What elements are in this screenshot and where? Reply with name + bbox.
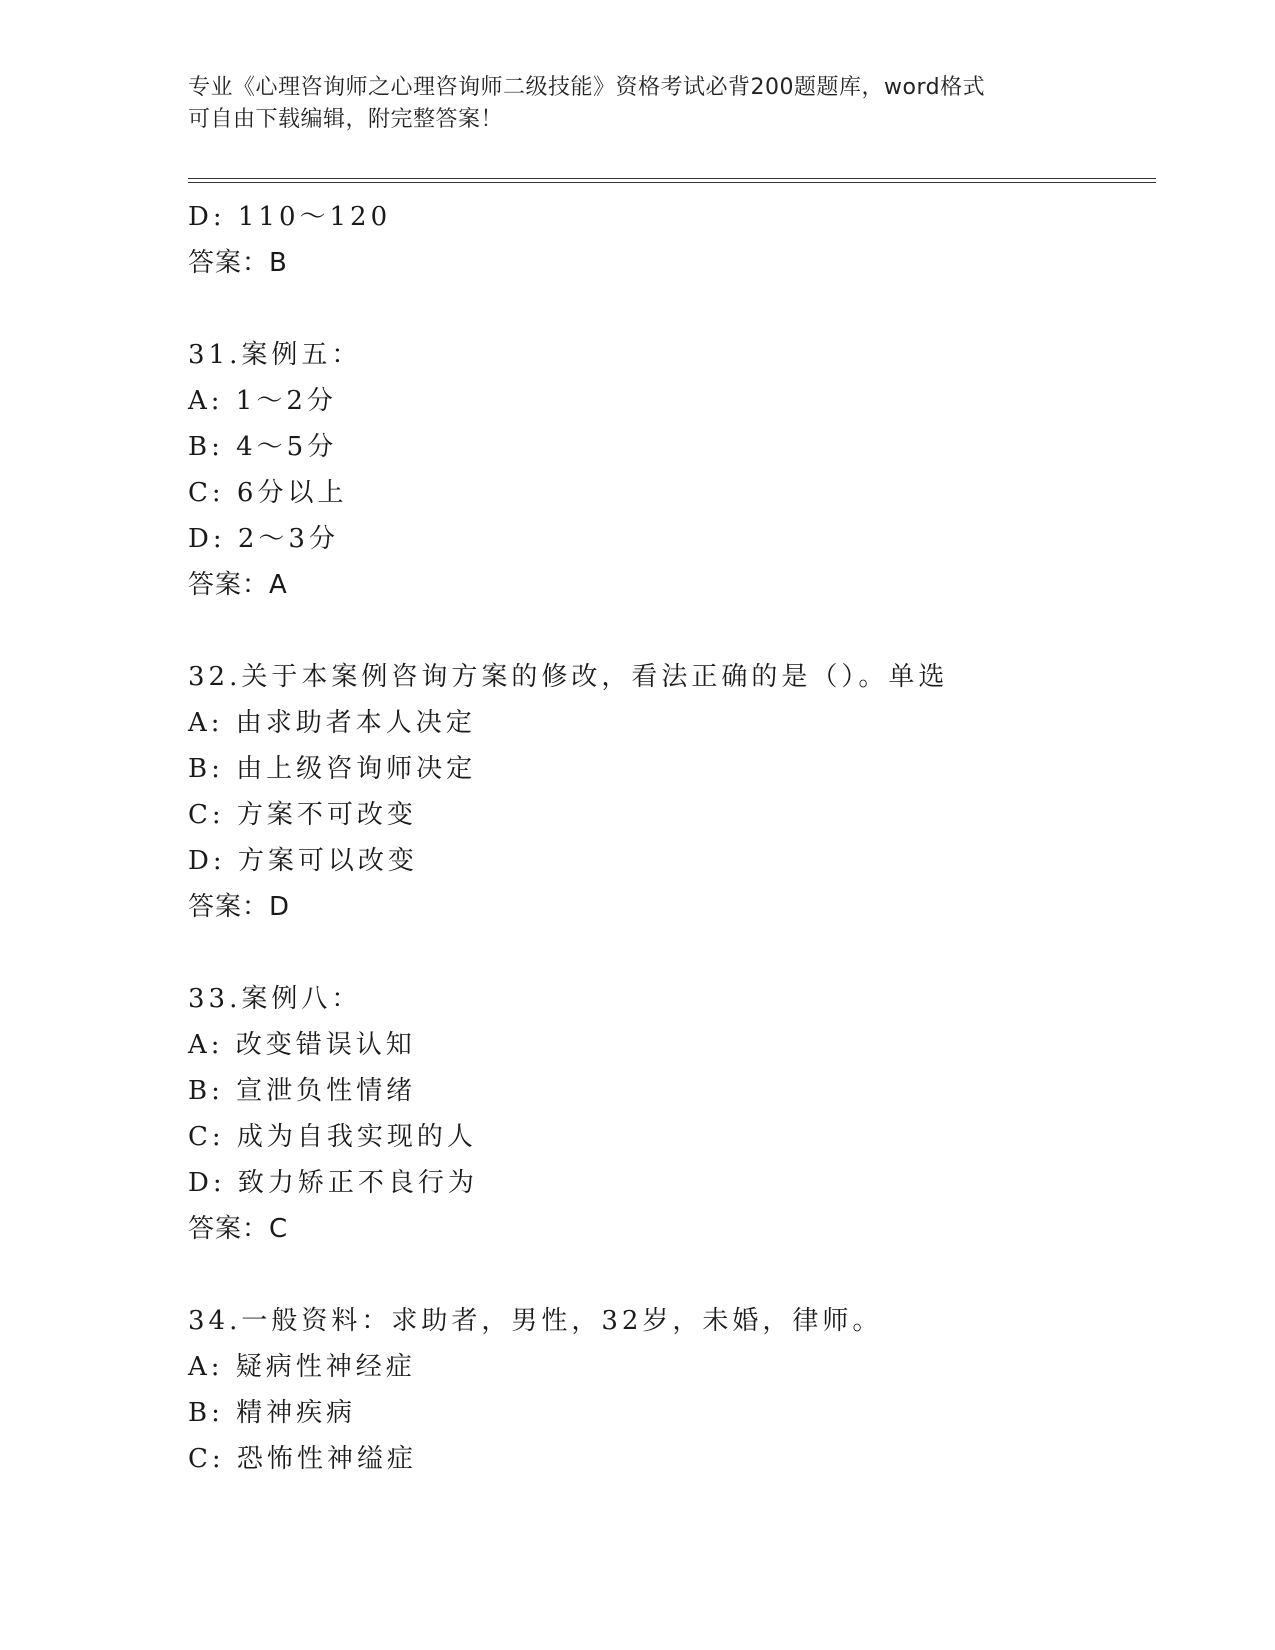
question-stem: 34.一般资料：求助者，男性，32岁，未婚，律师。 [188,1306,883,1336]
header-line-2: 可自由下载编辑，附完整答案！ [188,107,504,132]
question-34 [188,1298,1156,1482]
answer-line: 答案：A [188,570,288,600]
question-stem: 31.案例五： [188,340,362,370]
spacer [188,608,1156,654]
spacer [188,930,1156,976]
option-d: D: 110～120 [188,202,392,232]
option-a: A: 1～2分 [188,386,337,416]
previous-question-tail [188,194,1156,286]
answer-line: 答案：C [188,1214,289,1244]
option-d: D: 致力矫正不良行为 [188,1168,478,1198]
question-stem: 32.关于本案例咨询方案的修改，看法正确的是（）。单选 [188,662,949,692]
spacer [188,1252,1156,1298]
option-d: D: 2～3分 [188,524,339,554]
option-b: B: 4～5分 [188,432,338,462]
option-a: A: 疑病性神经症 [188,1352,416,1382]
question-list [188,194,1156,1482]
question-33 [188,976,1156,1252]
answer-line: 答案：D [188,892,291,922]
option-a: A: 由求助者本人决定 [188,708,476,738]
option-c: C: 方案不可改变 [188,800,417,830]
question-32 [188,654,1156,930]
option-b: B: 宣泄负性情绪 [188,1076,417,1106]
question-stem: 33.案例八： [188,984,362,1014]
header-line-1: 专业《心理咨询师之心理咨询师二级技能》资格考试必背200题题库，word格式 [188,75,986,100]
answer-line: 答案：B [188,248,288,278]
header-divider-top [188,178,1156,179]
document-header [188,72,1088,136]
option-b: B: 精神疾病 [188,1398,357,1428]
option-b: B: 由上级咨询师决定 [188,754,477,784]
spacer [188,286,1156,332]
option-c: C: 6分以上 [188,478,348,508]
header-divider-bottom [188,182,1156,183]
option-d: D: 方案可以改变 [188,846,418,876]
question-31 [188,332,1156,608]
option-c: C: 恐怖性神缢症 [188,1444,417,1474]
option-c: C: 成为自我实现的人 [188,1122,477,1152]
option-a: A: 改变错误认知 [188,1030,416,1060]
